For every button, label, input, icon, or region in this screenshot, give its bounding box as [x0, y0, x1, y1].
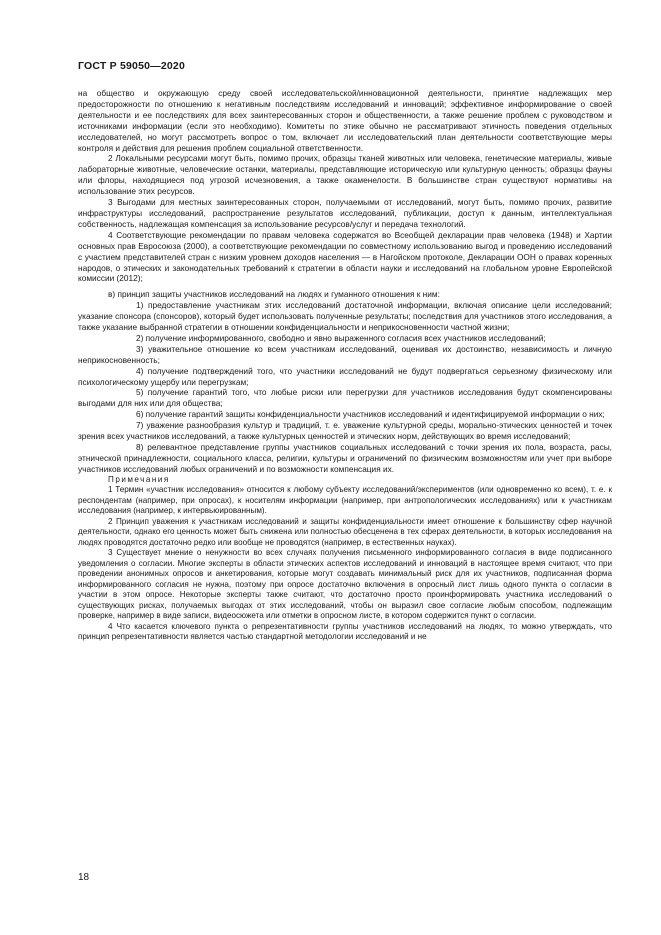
notes-block [78, 475, 612, 643]
list-item: 5) получение гарантий того, что любые риски или перегрузки для участников исследования будут скомпенсированы выгодами для них или для общества; [78, 387, 612, 409]
standard-code-header: ГОСТ Р 59050—2020 [78, 60, 186, 72]
note-item: 1 Термин «участник исследования» относится к любому субъекту исследований/экспериментов (или одновременно ко всем), т. е. к респондентам (например, при опросах), к носителям информации (например, при антропологических исследованиях) или к участникам исследования (например, к интервьюированным). [78, 485, 612, 516]
page-number: 18 [78, 872, 90, 883]
document-body [78, 88, 612, 643]
paragraph: 2 Локальными ресурсами могут быть, помимо прочих, образцы тканей животных или человека, генетические материалы, живые лабораторные животные, человеческие останки, материалы, представляющие историческую или культурную ценность; образцы фауны или флоры, находящиеся под угрозой исчезновения, а также окаменелости. В большинстве стран существуют нормативы на использование этих ресурсов. [78, 153, 612, 197]
list-item: 3) уважительное отношение ко всем участникам исследований, оценивая их достоинство, независимость и личную неприкосновенность; [78, 343, 612, 365]
note-item: 4 Что касается ключевого пункта о репрезентативности группы участников исследований на людях, то можно утверждать, что принцип репрезентативности является частью стандартной методологии исследований и не [78, 621, 612, 642]
paragraph: на общество и окружающую среду своей исследовательской/инновационной деятельности, принятие надлежащих мер предосторожности по отношению к негативным последствиям исследований и инноваций; эффективное информирование о своей деятельности и ее последствиях для всех заинтересованных сторон и общественности, а также решение проблем с руководством и источниками информации (если это необходимо). Комитеты по этике обычно не рассматривают этичность поведения отдельных исследователей, но могут рассмотреть вопрос о том, включает ли исследовательский план деятельности соответствующие меры контроля и действия для решения проблем социальной ответственности. [78, 88, 612, 153]
note-item: 2 Принцип уважения к участникам исследований и защиты конфиденциальности имеет отношение к большинству сфер научной деятельности, однако его ценность может быть снижена или полностью обесценена в тех сферах деятельности, в которых исследования на людях проводятся достаточно редко или вообще не проводятся (например, в естественных науках). [78, 516, 612, 547]
list-item: 4) получение подтверждений того, что участники исследований не будут подвергаться серьезному физическому или психологическому ущербу или перегрузкам; [78, 365, 612, 387]
list-item: 1) предоставление участникам этих исследований достаточной информации, включая описание цели исследований; указание спонсора (спонсоров), который будет использовать полученные результаты; последствия для участников этого исследования, а также указание выбранной стратегии в отношении конфиденциальности и неприкосновенности частной жизни; [78, 300, 612, 333]
list-item: 2) получение информированного, свободно и явно выраженного согласия всех участников исследований; [136, 332, 546, 343]
paragraph: 3 Выгодами для местных заинтересованных сторон, получаемыми от исследований, могут быть, помимо прочих, развитие инфраструктуры исследований, распространение результатов исследований, публикации, доступ к данным, интеллектуальная собственность, надлежащая компенсация за использование ресурсов/услуг и передача технологий. [78, 197, 612, 229]
note-item: 3 Существует мнение о ненужности во всех случаях получения письменного информированного согласия в виде подписанного уведомления о согласии. Многие эксперты в области этических аспектов исследований и инноваций в настоящее время считают, что при проведении анонимных опросов и анкетирования, которые могут создавать минимальный риск для их участников, подписанная форма информированного согласия не нужна, поэтому при опросе достаточно включения в опросный лист лишь одного пункта о согласии в участии в этом опросе. Некоторые эксперты также считают, что достаточно просто проинформировать участника исследований о существующих рисках, получаемых выгодах от этих исследований, чтобы он выразил свое согласие любым способом, подлежащим проверке, например в виде записи, видеосюжета или отметки в опросном листе, в котором содержится пункт о согласии. [78, 548, 612, 621]
section-b-intro: в) принцип защиты участников исследований на людях и гуманного отношения к ним: [108, 289, 440, 300]
list-item: 7) уважение разнообразия культур и традиций, т. е. уважение культурной среды, морально-этических ценностей и точек зрения всех участников исследований, а также культурных ценностей и этических норм, действующих во время исследований; [78, 420, 612, 442]
list-item: 6) получение гарантий защиты конфиденциальности участников исследований и идентифицируемой информации о них; [136, 409, 605, 420]
list-item: 8) релевантное представление группы участников социальных исследований с точки зрения их пола, возраста, расы, этнической принадлежности, социального класса, религии, культуры и ограничений по физическим возможностям или учет при выборе участников исследований любых ограничений и по возможности компенсация их. [78, 442, 612, 474]
paragraph: 4 Соответствующие рекомендации по правам человека содержатся во Всеобщей декларации прав человека (1948) и Хартии основных прав Евросоюза (2000), а соответствующие рекомендации по совместному использованию выгод и проведению исследований с участием представителей стран с низким уровнем доходов населения — в Нагойском протоколе, Декларации ООН о правах коренных народов, о этических и законодательных требований к стратегии в области науки и исследований на глобальном уровне Европейской комиссии (2012); [78, 229, 612, 284]
notes-title: Примечания [108, 474, 170, 484]
